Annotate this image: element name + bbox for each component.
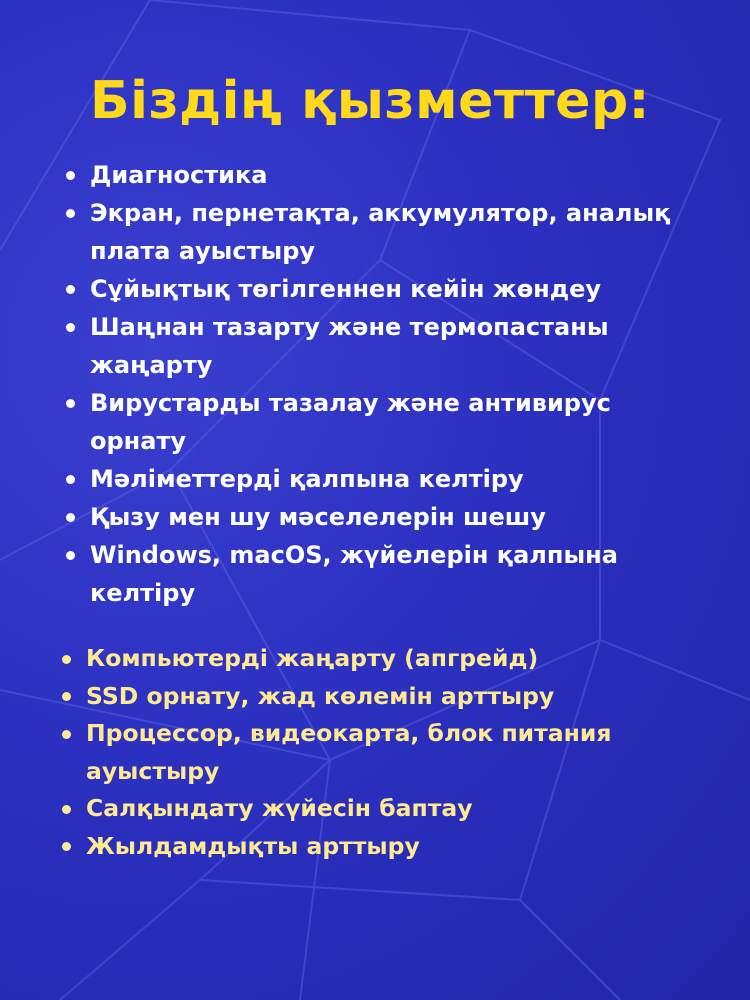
list-item: Жылдамдықты арттыру (62, 828, 722, 866)
list-item: Windows, macOS, жүйелерін қалпына келтіру (66, 536, 706, 612)
list-item: Шаңнан тазарту және термопастаны жаңарту (66, 308, 706, 384)
list-item: Экран, пернетақта, аккумулятор, аналық плата ауыстыру (66, 194, 706, 270)
list-item: Диагностика (66, 156, 706, 194)
upgrades-list (62, 640, 722, 865)
page-title: Біздің қызметтер: (90, 71, 650, 131)
list-item: SSD орнату, жад көлемін арттыру (62, 678, 722, 716)
list-item: Қызу мен шу мәселелерін шешу (66, 498, 706, 536)
services-list (66, 156, 706, 612)
list-item: Салқындату жүйесін баптау (62, 790, 722, 828)
list-item: Сұйықтық төгілгеннен кейін жөндеу (66, 270, 706, 308)
list-item: Мәліметтерді қалпына келтіру (66, 460, 706, 498)
list-item: Компьютерді жаңарту (апгрейд) (62, 640, 722, 678)
list-item: Процессор, видеокарта, блок питания ауыстыру (62, 715, 722, 790)
list-item: Вирустарды тазалау және антивирус орнату (66, 384, 706, 460)
